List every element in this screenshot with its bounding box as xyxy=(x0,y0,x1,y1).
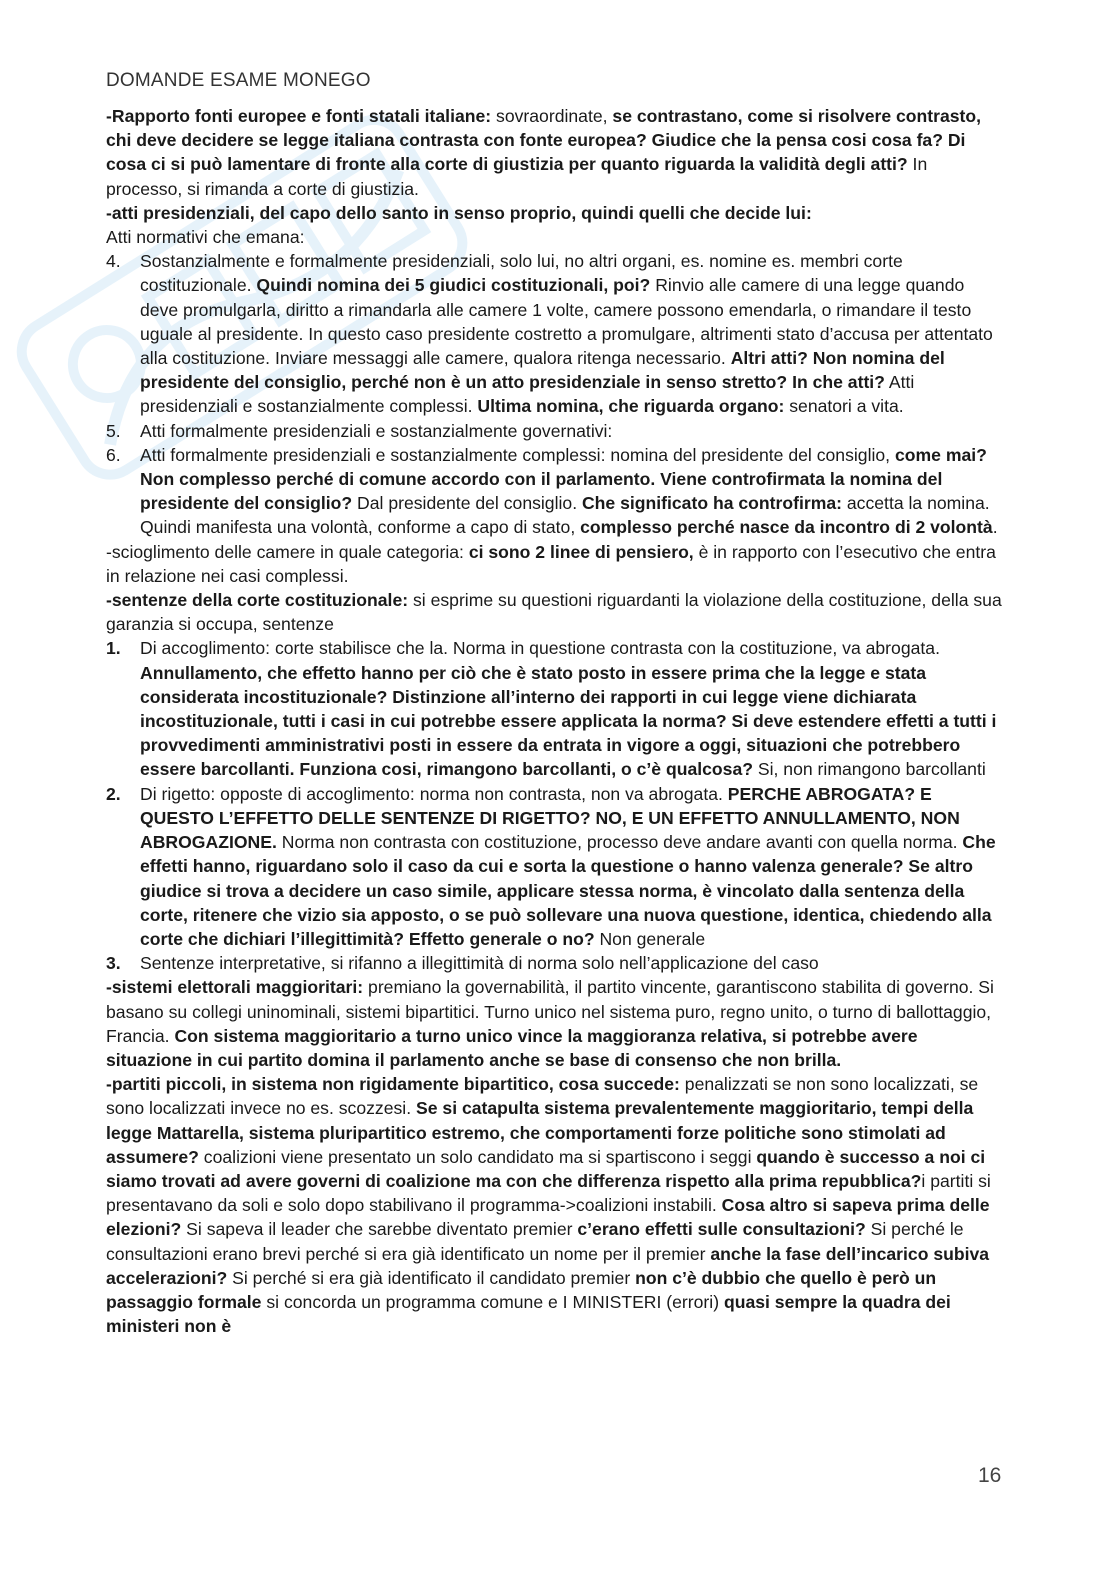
text-run: Si, non rimangono barcollanti xyxy=(753,759,986,780)
bold-text: Quindi nomina dei 5 giudici costituzionali, poi? xyxy=(256,275,651,296)
paragraph xyxy=(106,975,1006,1072)
text-run: si esprime su questioni riguardanti la violazione della costituzione, della sua garanzia si occupa, sentenze xyxy=(106,590,1002,635)
text-run: Non generale xyxy=(594,928,706,949)
text-run: Di rigetto: opposte di accoglimento: norma non contrasta, non va abrogata. xyxy=(140,783,728,804)
bold-text: Altri atti? Non nomina del presidente del consiglio, perché non è un atto presidenziale in senso stretto? In che atti? xyxy=(140,348,945,393)
bold-text: anche la fase dell’incarico subiva accelerazioni? xyxy=(106,1243,990,1288)
list-number: 1. xyxy=(106,638,121,659)
text-run: Atti normativi che emana: xyxy=(106,227,305,248)
text-run: si concorda un programma comune e I MINISTERI (errori) xyxy=(261,1291,724,1312)
text-run: Sostanzialmente e formalmente presidenziali, solo lui, no altri organi, es. nomine es. membri corte costituzionale. xyxy=(140,251,903,296)
list-item xyxy=(106,636,1006,781)
bold-text: Annullamento, che effetto hanno per ciò che è stato posto in essere prima che la legge e stata considerata incostituzionale? Distinzione all’interno dei rapporti in cui legge viene dichiarata incostituzionale, tutti i casi in cui potrebbe essere applicata la norma? Si deve estendere effetti a tutti i provvedimenti amministrativi posti in essere da entrata in vigore a oggi, situazioni che potrebbero essere barcollanti. Funziona cosi, rimangono barcollanti, o c’è qualcosa? xyxy=(140,662,997,780)
bold-text: Con sistema maggioritario a turno unico vince la maggioranza relativa, si potrebbe avere situazione in cui partito domina il parlamento anche se base di consenso che non brilla. xyxy=(106,1025,918,1070)
list-number: 3. xyxy=(106,953,121,974)
bold-text: complesso perché nasce da incontro di 2 volontà xyxy=(580,517,993,538)
paragraph xyxy=(106,540,1006,588)
page-number: 16 xyxy=(978,1464,1002,1487)
text-run: è in rapporto con l’esecutivo che entra in relazione nei casi complessi. xyxy=(106,541,996,586)
bold-text: Se si catapulta sistema prevalentemente maggioritario, tempi della legge Mattarella, sistema pluripartitico estremo, che comportamenti forze politiche sono stimolati ad assumere? xyxy=(106,1098,974,1167)
bold-text: come mai? Non complesso perché di comune accordo con il parlamento. Viene controfirmata la nomina del presidente del consiglio? xyxy=(140,444,987,514)
list-item xyxy=(106,782,1006,951)
paragraph xyxy=(106,201,1006,225)
list-item xyxy=(106,951,1006,975)
text-run: premiano la governabilità, il partito vincente, garantiscono stabilita di governo. Si basano su collegi uninominali, sistemi bipartitici. Turno unico nel sistema puro, regno unito, o turno di ballottaggio, Francia. xyxy=(106,977,994,1046)
text-run: penalizzati se non sono localizzati, se sono localizzati invece no es. scozzesi. xyxy=(106,1074,979,1119)
list-item xyxy=(106,419,1006,443)
list-number: 5. xyxy=(106,420,121,441)
paragraph xyxy=(106,225,1006,249)
text-run: Si perché le consultazioni erano brevi perché si era già identificato un nome per il premier xyxy=(106,1219,964,1264)
paragraph xyxy=(106,104,1006,201)
bold-text: se contrastano, come si risolvere contrasto, chi deve decidere se legge italiana contrasta con fonte europea? Giudice che la pensa cosi cosa fa? Di cosa ci si può lamentare di fronte alla corte di giustizia per quanto riguarda la validità degli atti? xyxy=(106,106,982,175)
bold-text: quasi sempre la quadra dei ministeri non è xyxy=(106,1291,951,1337)
list-number: 2. xyxy=(106,783,121,804)
bold-text: Cosa altro si sapeva prima delle elezioni? xyxy=(106,1195,990,1240)
text-run: sovraordinate, xyxy=(491,106,613,126)
text-run: Atti presidenziali e sostanzialmente complessi. xyxy=(140,372,915,417)
text-run: Dal presidente del consiglio. xyxy=(352,493,582,514)
text-run: senatori a vita. xyxy=(784,396,904,417)
text-run: In processo, si rimanda a corte di giustizia. xyxy=(106,154,928,199)
bold-text: quando è successo a noi ci siamo trovati ad avere governi di coalizione ma con che differenza rispetto alla prima repubblica? xyxy=(106,1146,986,1191)
text-run: i partiti si presentavano da soli e solo dopo stabilivano il programma->coalizioni instabili. xyxy=(106,1170,991,1216)
bold-text: Che effetti hanno, riguardano solo il caso da cui e sorta la questione o hanno valenza generale? Se altro giudice si trova a decidere un caso simile, applicare stessa norma, è vincolato dalla sentenza della corte, ritenere che vizio sia apposto, o se può sollevare una nuova questione, identica, chiedendo alla corte che dichiari l’illegittimità? Effetto generale o no? xyxy=(140,832,996,949)
list-number: 4. xyxy=(106,251,121,272)
paragraph xyxy=(106,1072,1006,1338)
bold-text: c’erano effetti sulle consultazioni? xyxy=(577,1219,866,1240)
text-run: Atti formalmente presidenziali e sostanzialmente governativi: xyxy=(140,420,613,441)
bold-text: -partiti piccoli, in sistema non rigidamente bipartitico, cosa succede: xyxy=(106,1074,680,1095)
text-run: Norma non contrasta con costituzione, processo deve andare avanti con quella norma. xyxy=(276,832,963,853)
text-run: accetta la nomina. Quindi manifesta una volontà, conforme a capo di stato, xyxy=(140,493,990,538)
running-header: DOMANDE ESAME MONEGO xyxy=(106,70,371,91)
list-number: 6. xyxy=(106,444,121,465)
list-item xyxy=(106,443,1006,540)
bold-text: -Rapporto fonti europee e fonti statali italiane: xyxy=(106,106,492,126)
bold-text: -sentenze della corte costituzionale: xyxy=(106,590,409,611)
bold-text: PERCHE ABROGATA? E QUESTO L’EFFETTO DELLE SENTENZE DI RIGETTO? NO, E UN EFFETTO ANNULLAMENTO, NON ABROGAZIONE. xyxy=(140,783,960,853)
text-run: Atti formalmente presidenziali e sostanzialmente complessi: nomina del presidente del consiglio, xyxy=(140,444,895,465)
bold-text: -sistemi elettorali maggioritari: xyxy=(106,977,364,998)
text-run: -scioglimento delle camere in quale categoria: xyxy=(106,541,469,562)
list-item xyxy=(106,249,1006,418)
text-run: Si sapeva il leader che sarebbe diventato premier xyxy=(181,1219,578,1240)
paragraph xyxy=(106,588,1006,636)
document-body xyxy=(106,104,1006,1338)
bold-text: non c’è dubbio che quello è però un passaggio formale xyxy=(106,1267,937,1312)
text-run: Rinvio alle camere di una legge quando deve promulgarla, diritto a rimandarla alle camere 1 volte, camere possono emendarla, o rimandare il testo uguale al presidente. In questo caso presidente costretto a promulgare, altrimenti stato d’accusa per attentato alla costituzione. Inviare messaggi alle camere, qualora ritenga necessario. xyxy=(140,275,993,369)
text-run: . xyxy=(992,517,998,538)
text-run: Si perché si era già identificato il candidato premier xyxy=(227,1267,636,1288)
text-run: Sentenze interpretative, si rifanno a illegittimità di norma solo nell’applicazione del caso xyxy=(140,953,819,974)
bold-text: Ultima nomina, che riguarda organo: xyxy=(477,396,785,417)
text-run: coalizioni viene presentato un solo candidato ma si spartiscono i seggi xyxy=(198,1146,757,1167)
bold-text: Che significato ha controfirma: xyxy=(581,493,842,514)
bold-text: ci sono 2 linee di pensiero, xyxy=(468,541,694,562)
text-run: Di accoglimento: corte stabilisce che la. Norma in questione contrasta con la costituzione, va abrogata. xyxy=(140,638,940,659)
bold-text: -atti presidenziali, del capo dello santo in senso proprio, quindi quelli che decide lui: xyxy=(106,202,812,223)
